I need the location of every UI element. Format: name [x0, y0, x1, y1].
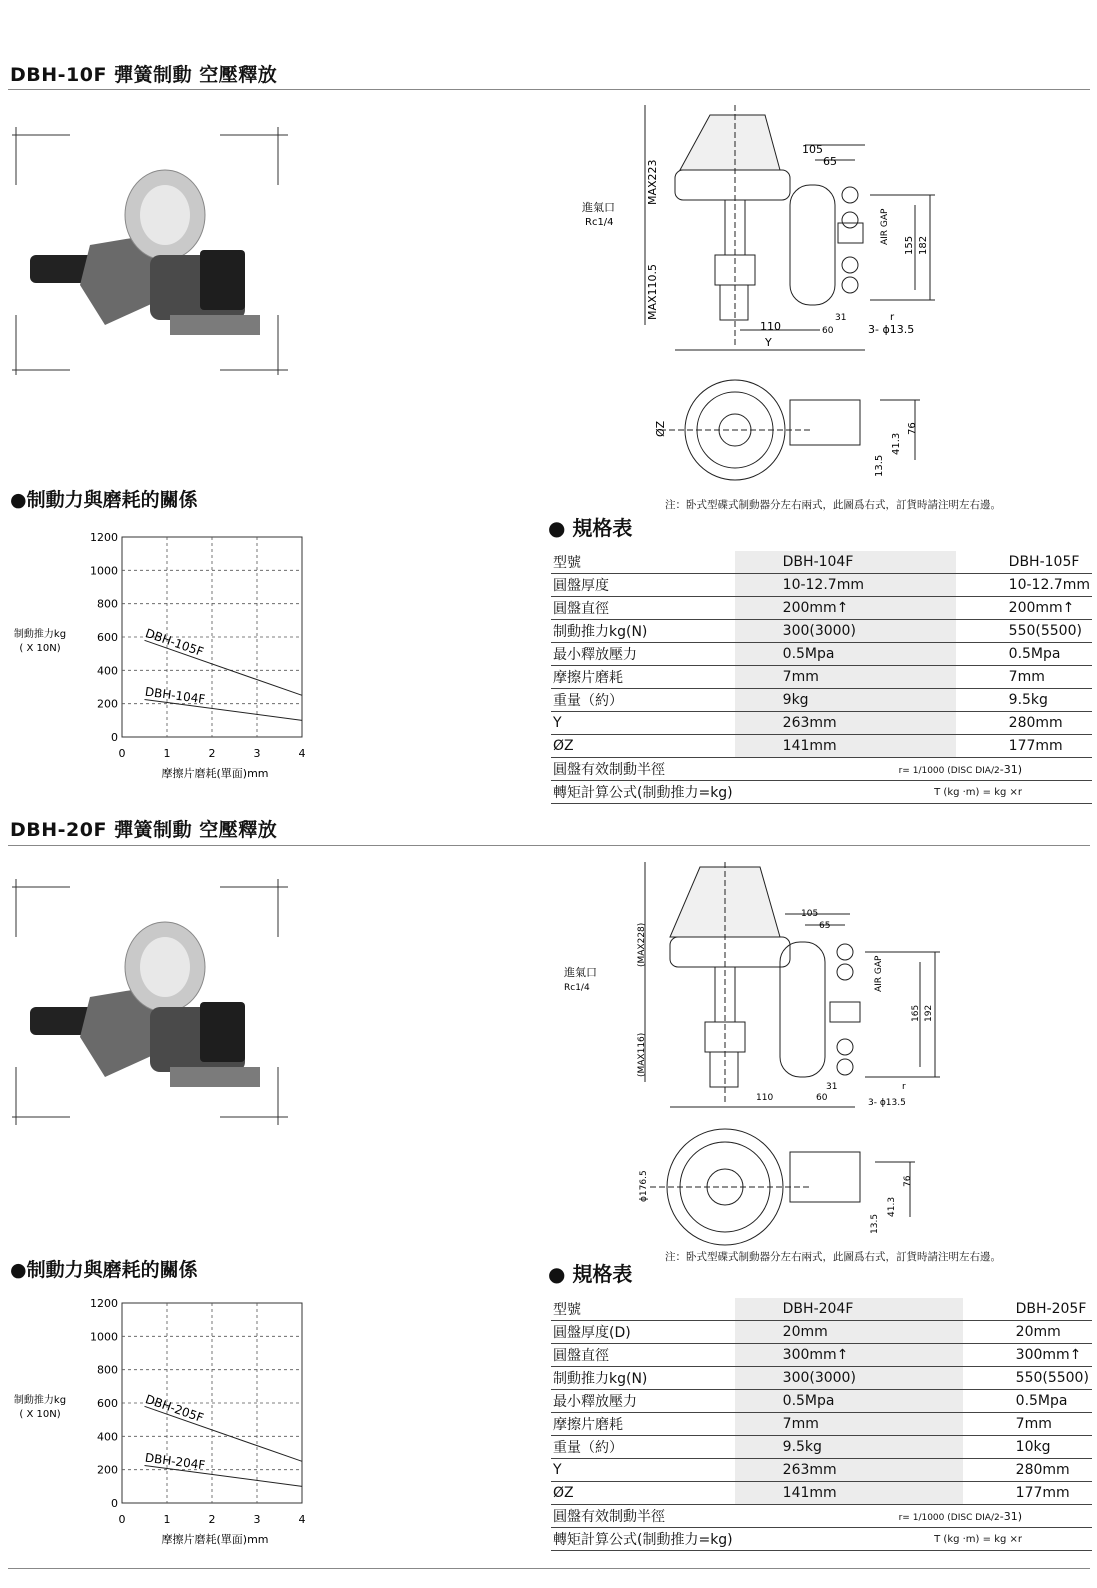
graph-title: ●制動力與磨耗的關係 — [10, 1259, 198, 1281]
cell-b: 7mm — [963, 1413, 1092, 1436]
series-label: DBH-204F — [144, 1450, 207, 1473]
section-title: DBH-10F 彈簧制動 空壓釋放 — [10, 64, 278, 86]
torque-formula: T (kg ·m) = kg ×r — [735, 781, 1092, 804]
inlet-label: 進氣口 — [582, 201, 615, 214]
frac-num: 1 — [912, 765, 919, 776]
cell-a: 141mm — [735, 1482, 963, 1505]
cell-a: 20mm — [735, 1321, 963, 1344]
x-tick-label: 1 — [163, 1513, 171, 1526]
row-label: 型號 — [551, 551, 735, 574]
drawing-svg — [564, 862, 1090, 1242]
graph-title: ●制動力與磨耗的關係 — [10, 489, 198, 511]
torque-label: 轉矩計算公式(制動推力=kg) — [551, 1528, 735, 1551]
cell-b: 10kg — [963, 1436, 1092, 1459]
x-tick-label: 0 — [118, 1513, 126, 1526]
row-label: Y — [551, 712, 735, 735]
cell-a: 141mm — [735, 735, 956, 758]
y-tick-label: 200 — [97, 1463, 118, 1477]
y-tick-label: 1200 — [90, 531, 118, 544]
disc-den: 2 — [994, 765, 1000, 776]
disc-num: DISC DIA — [950, 765, 991, 776]
y-tick-label: 400 — [97, 1430, 118, 1444]
table-row — [551, 1528, 1092, 1551]
y-tick-label: 200 — [97, 697, 118, 711]
radius-label: 圓盤有效制動半徑 — [551, 1505, 735, 1528]
table-row — [551, 781, 1092, 804]
cell-a: 10-12.7mm — [735, 574, 956, 597]
cell-b: DBH-205F — [963, 1298, 1092, 1321]
cell-a: 9kg — [735, 689, 956, 712]
cell-b: 280mm — [963, 1459, 1092, 1482]
cell-a: 0.5Mpa — [735, 1390, 963, 1413]
y-axis-label: 制動推力kg — [13, 629, 67, 640]
air-gap-label: AIR GAP — [880, 208, 890, 245]
x-tick-label: 0 — [118, 747, 126, 760]
technical-drawing — [582, 105, 1090, 485]
dim-y: Y — [765, 336, 772, 349]
table-row — [551, 758, 1092, 781]
dia-z: ϕ176.5 — [639, 1170, 649, 1202]
formula-disc: DISC DIA/2 — [950, 1512, 1000, 1523]
max-bottom-dim: (MAX116) — [637, 1032, 647, 1077]
table-row — [551, 712, 1092, 735]
cell-b: 7mm — [956, 666, 1092, 689]
dim-182: 192 — [924, 1004, 934, 1022]
radius-formula: r= 1/1000 (DISC DIA/2-31) — [735, 1505, 1092, 1528]
y-tick-label: 800 — [97, 597, 118, 611]
technical-drawing — [564, 862, 1090, 1242]
y-axis-unit: ( X 10N) — [19, 643, 61, 654]
formula-tail: -31) — [999, 762, 1022, 776]
row-label: 圓盤厚度(D) — [551, 1321, 735, 1344]
table-row — [551, 666, 1092, 689]
dim-41-3: 41.3 — [887, 1196, 897, 1217]
dim-76: 76 — [907, 422, 918, 435]
row-label: 摩擦片磨耗 — [551, 1413, 735, 1436]
radius-label: 圓盤有效制動半徑 — [551, 758, 735, 781]
cell-b: 177mm — [956, 735, 1092, 758]
y-tick-label: 0 — [111, 1497, 118, 1510]
frac-num: 1 — [912, 1512, 919, 1523]
row-label: 最小釋放壓力 — [551, 643, 735, 666]
cell-a: 7mm — [735, 1413, 963, 1436]
cell-a: 300(3000) — [735, 620, 956, 643]
table-row — [551, 1321, 1092, 1344]
formula-frac: 1/1000 — [912, 765, 945, 776]
cell-a: 0.5Mpa — [735, 643, 956, 666]
table-row — [551, 735, 1092, 758]
y-tick-label: 800 — [97, 1363, 118, 1377]
row-label: 圓盤直徑 — [551, 597, 735, 620]
product-photo — [10, 125, 290, 375]
x-tick-label: 3 — [253, 1513, 261, 1526]
cell-b: 20mm — [963, 1321, 1092, 1344]
torque-formula: T (kg ·m) = kg ×r — [735, 1528, 1092, 1551]
dim-110: 110 — [760, 320, 781, 333]
dim-105: 105 — [802, 143, 823, 156]
dim-13-5: 13.5 — [874, 454, 885, 477]
cell-a: 9.5kg — [735, 1436, 963, 1459]
x-tick-label: 2 — [208, 747, 216, 760]
row-label: 制動推力kg(N) — [551, 620, 735, 643]
series-label: DBH-104F — [144, 684, 207, 707]
table-row — [551, 597, 1092, 620]
order-note: 注：卧式型碟式制動器分左右兩式，此圖爲右式，訂貨時請注明左右邊。 — [665, 499, 1001, 511]
cell-a: 263mm — [735, 1459, 963, 1482]
cell-a: 300(3000) — [735, 1367, 963, 1390]
y-tick-label: 1000 — [90, 564, 118, 578]
x-tick-label: 4 — [298, 1513, 306, 1526]
table-row — [551, 1413, 1092, 1436]
series-label: DBH-205F — [143, 1391, 206, 1426]
dim-76: 76 — [903, 1175, 913, 1187]
y-axis-unit: ( X 10N) — [19, 1409, 61, 1420]
y-tick-label: 600 — [97, 631, 118, 644]
row-label: ØZ — [551, 735, 735, 758]
cell-b: 200mm↑ — [956, 597, 1092, 620]
x-tick-label: 1 — [163, 747, 171, 760]
row-label: 制動推力kg(N) — [551, 1367, 735, 1390]
dim-r: r — [902, 1082, 906, 1092]
cell-b: 550(5500) — [963, 1367, 1092, 1390]
dim-182: 182 — [918, 235, 929, 255]
dim-65: 65 — [823, 155, 837, 168]
cell-b: 9.5kg — [956, 689, 1092, 712]
table-row — [551, 1505, 1092, 1528]
cell-b: 0.5Mpa — [956, 643, 1092, 666]
x-axis-label: 摩擦片磨耗(單面)mm — [161, 767, 269, 780]
row-label: 圓盤直徑 — [551, 1344, 735, 1367]
frac-den: 1000 — [921, 765, 945, 776]
dim-41-3: 41.3 — [891, 432, 902, 455]
cell-a: 263mm — [735, 712, 956, 735]
wear-force-chart — [10, 1291, 310, 1551]
dim-r: r — [890, 312, 895, 323]
formula-tail: -31) — [999, 1509, 1022, 1523]
spec-table — [551, 1298, 1092, 1551]
row-label: 最小釋放壓力 — [551, 1390, 735, 1413]
x-axis-label: 摩擦片磨耗(單面)mm — [161, 1533, 269, 1546]
cell-b: 177mm — [963, 1482, 1092, 1505]
order-note: 注：卧式型碟式制動器分左右兩式，此圖爲右式，訂貨時請注明左右邊。 — [665, 1251, 1001, 1263]
table-row — [551, 551, 1092, 574]
max-top-dim: MAX223 — [646, 159, 659, 205]
row-label: 摩擦片磨耗 — [551, 666, 735, 689]
row-label: 型號 — [551, 1298, 735, 1321]
row-label: Y — [551, 1459, 735, 1482]
table-row — [551, 620, 1092, 643]
y-tick-label: 1000 — [90, 1330, 118, 1344]
table-row — [551, 1459, 1092, 1482]
table-row — [551, 1367, 1092, 1390]
series-label: DBH-105F — [143, 625, 206, 660]
dia-z: ØZ — [654, 420, 667, 437]
dim-31: 31 — [826, 1082, 838, 1092]
table-row — [551, 574, 1092, 597]
table-row — [551, 1344, 1092, 1367]
disc-den: 2 — [994, 1512, 1000, 1523]
wear-force-chart — [10, 525, 310, 785]
cell-b: 300mm↑ — [963, 1344, 1092, 1367]
cell-a: DBH-204F — [735, 1298, 963, 1321]
table-row — [551, 1390, 1092, 1413]
y-tick-label: 0 — [111, 731, 118, 744]
table-row — [551, 1298, 1092, 1321]
x-tick-label: 4 — [298, 747, 306, 760]
cell-a: 300mm↑ — [735, 1344, 963, 1367]
spec-title: ● 規格表 — [548, 516, 633, 540]
formula-disc: DISC DIA/2 — [950, 765, 1000, 776]
y-tick-label: 1200 — [90, 1297, 118, 1310]
cell-a: 7mm — [735, 666, 956, 689]
dim-110: 110 — [756, 1093, 774, 1103]
holes-dim: 3- ϕ13.5 — [868, 1098, 906, 1108]
dim-13-5: 13.5 — [870, 1213, 880, 1234]
section-title: DBH-20F 彈簧制動 空壓釋放 — [10, 819, 278, 841]
x-tick-label: 2 — [208, 1513, 216, 1526]
cell-a: DBH-104F — [735, 551, 956, 574]
dim-31: 31 — [835, 313, 847, 323]
cell-b: 10-12.7mm — [956, 574, 1092, 597]
max-bottom-dim: MAX110.5 — [646, 263, 659, 320]
radius-formula: r= 1/1000 (DISC DIA/2-31) — [735, 758, 1092, 781]
dim-105: 105 — [801, 909, 819, 919]
spec-title: ● 規格表 — [548, 1262, 633, 1286]
inlet-label: 進氣口 — [564, 966, 597, 979]
cell-a: 200mm↑ — [735, 597, 956, 620]
y-tick-label: 400 — [97, 664, 118, 678]
cell-b: 280mm — [956, 712, 1092, 735]
formula-r: r= — [898, 765, 910, 776]
row-label: ØZ — [551, 1482, 735, 1505]
table-row — [551, 689, 1092, 712]
inlet-thread: Rc1/4 — [585, 217, 614, 228]
dim-65: 65 — [819, 921, 831, 931]
product-photo — [10, 877, 290, 1127]
series-line — [145, 1466, 303, 1487]
y-tick-label: 600 — [97, 1397, 118, 1410]
cell-b: 550(5500) — [956, 620, 1092, 643]
spec-table — [551, 551, 1092, 804]
x-tick-label: 3 — [253, 747, 261, 760]
series-line — [145, 700, 303, 721]
formula-r: r= — [898, 1512, 910, 1523]
cell-b: 0.5Mpa — [963, 1390, 1092, 1413]
row-label: 圓盤厚度 — [551, 574, 735, 597]
holes-dim: 3- ϕ13.5 — [868, 323, 915, 336]
drawing-svg — [582, 105, 1090, 485]
frac-den: 1000 — [921, 1512, 945, 1523]
dim-60: 60 — [822, 326, 834, 336]
inlet-thread: Rc1/4 — [564, 983, 590, 993]
section-rule — [8, 845, 1090, 846]
air-gap-label: AIR GAP — [874, 955, 884, 992]
section-rule — [8, 89, 1090, 90]
formula-frac: 1/1000 — [912, 1512, 945, 1523]
table-row — [551, 643, 1092, 666]
table-row — [551, 1482, 1092, 1505]
bottom-rule — [8, 1568, 1090, 1569]
dim-155: 155 — [904, 235, 915, 255]
row-label: 重量（約） — [551, 689, 735, 712]
torque-label: 轉矩計算公式(制動推力=kg) — [551, 781, 735, 804]
max-top-dim: (MAX228) — [637, 922, 647, 967]
dim-155: 165 — [911, 1004, 921, 1022]
disc-num: DISC DIA — [950, 1512, 991, 1523]
table-row — [551, 1436, 1092, 1459]
row-label: 重量（約） — [551, 1436, 735, 1459]
cell-b: DBH-105F — [956, 551, 1092, 574]
dim-60: 60 — [816, 1093, 828, 1103]
y-axis-label: 制動推力kg — [13, 1395, 67, 1406]
